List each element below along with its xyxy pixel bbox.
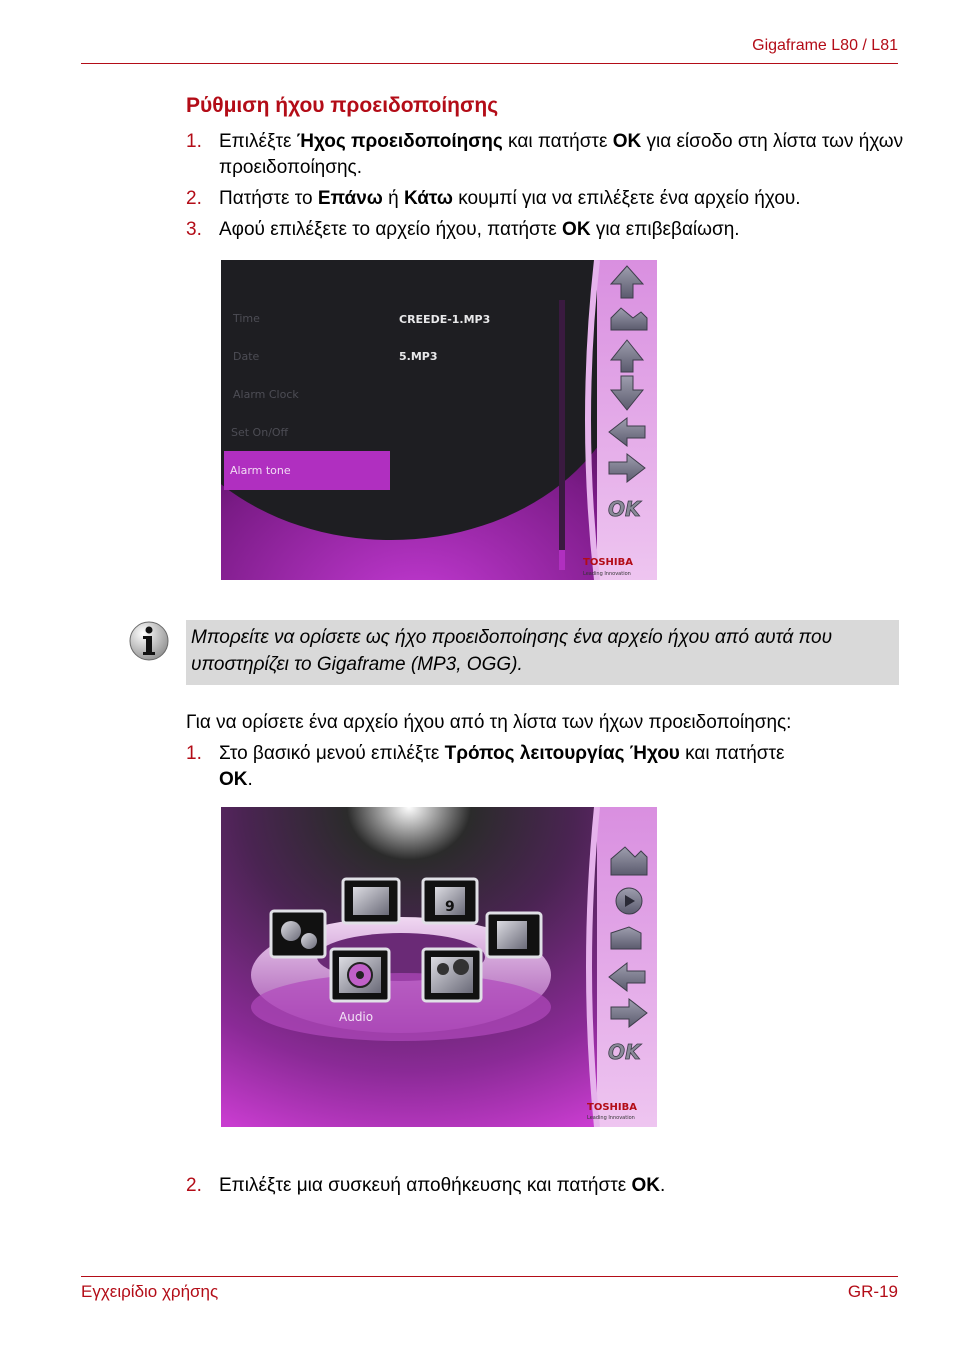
header-product: Gigaframe L80 / L81 (752, 37, 898, 54)
brand-tagline: Leading Innovation (583, 571, 631, 577)
ok-icon: OK (608, 1040, 641, 1064)
step-number: 2. (186, 188, 202, 209)
brand-logo: TOSHIBA (583, 557, 633, 568)
video-tile[interactable] (423, 949, 481, 1001)
photo-tile[interactable] (343, 879, 399, 923)
menu-item-date: Date (233, 350, 260, 363)
main-menu-screenshot (221, 807, 657, 1127)
note-text: Μπορείτε να ορίσετε ως ήχο προειδοποίησης ένα αρχείο ήχου από αυτά που υποστηρίζει το Gigaframe (MP3, OGG). (191, 627, 833, 675)
menu-item-alarm-clock: Alarm Clock (233, 388, 299, 401)
step-number: 1. (186, 131, 202, 152)
footer-manual-title: Εγχειρίδιο χρήσης (81, 1282, 219, 1301)
brand-logo: TOSHIBA (587, 1102, 637, 1113)
step-number: 1. (186, 743, 202, 764)
ok-icon: OK (608, 497, 641, 521)
intro-paragraph: Για να ορίσετε ένα αρχείο ήχου από τη λίστα των ήχων προειδοποίησης: (186, 712, 792, 733)
settings-tile[interactable] (271, 911, 325, 957)
step-number: 3. (186, 219, 202, 240)
list-item: 1. Επιλέξτε Ήχος προειδοποίησης και πατήστε OK για είσοδο στη λίστα των ήχων προειδοποίησης. (186, 131, 904, 178)
file-item: 5.MP3 (399, 350, 438, 363)
list-item: 2. Πατήστε το Επάνω ή Κάτω κουμπί για να επιλέξετε ένα αρχείο ήχου. (186, 186, 906, 212)
calendar-day: 9 (445, 899, 455, 915)
speaker-icon (356, 971, 364, 979)
alarm-tone-screenshot (221, 260, 657, 580)
list-item: 1. Στο βασικό μενού επιλέξτε Τρόπος λειτουργίας Ήχου και πατήστε OK. (186, 743, 785, 790)
step-number: 2. (186, 1175, 202, 1196)
menu-item-alarm-tone: Alarm tone (230, 464, 291, 477)
calendar-tile[interactable] (423, 879, 477, 923)
list-item: 3. Αφού επιλέξετε το αρχείο ήχου, πατήστε OK για επιβεβαίωση. (186, 217, 906, 243)
audio-label: Audio (339, 1010, 374, 1024)
header-rule (81, 63, 898, 64)
media-tile[interactable] (487, 913, 541, 957)
footer-page-number: GR-19 (847, 1282, 898, 1301)
info-icon (128, 620, 170, 662)
section-title: Ρύθμιση ήχου προειδοποίησης (186, 94, 499, 117)
note-box (186, 620, 899, 685)
file-item: CREEDE-1.MP3 (399, 313, 491, 326)
menu-item-time: Time (233, 312, 260, 325)
footer-rule (81, 1276, 898, 1277)
list-item: 2. Επιλέξτε μια συσκευή αποθήκευσης και πατήστε OK. (186, 1173, 906, 1199)
brand-tagline: Leading Innovation (587, 1115, 635, 1121)
audio-tile[interactable] (331, 949, 389, 1001)
menu-item-set-on-off: Set On/Off (231, 426, 289, 439)
